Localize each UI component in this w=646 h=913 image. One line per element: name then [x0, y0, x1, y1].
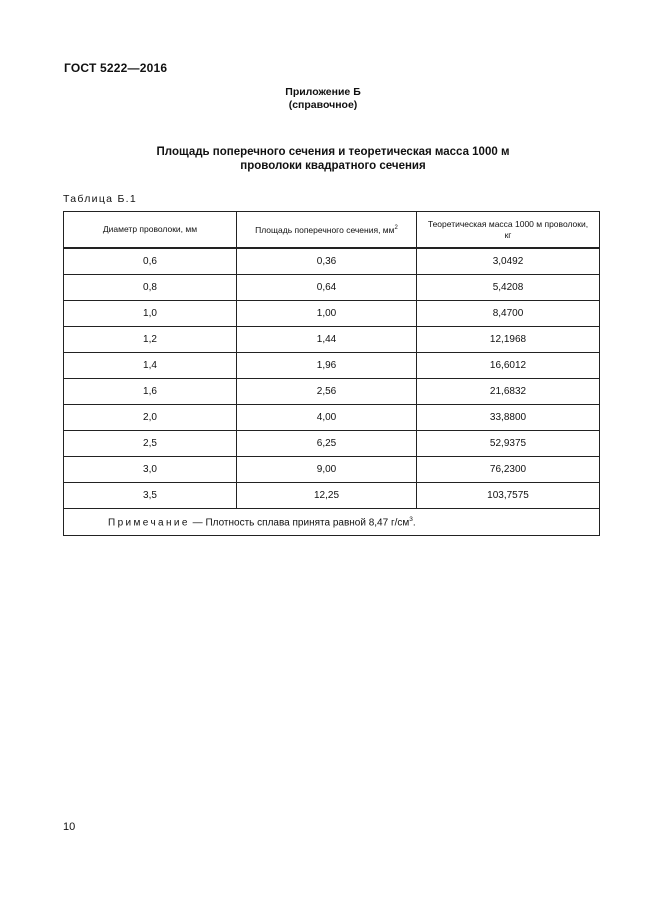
- data-table: [63, 211, 600, 536]
- table-note: [64, 509, 600, 536]
- appendix-title: Приложение Б: [285, 86, 361, 98]
- cell-area: 1,44: [237, 327, 417, 353]
- cell-diameter: 1,4: [64, 353, 237, 379]
- cell-mass: 21,6832: [417, 379, 600, 405]
- cell-diameter: 2,0: [64, 405, 237, 431]
- table-row: [64, 457, 600, 483]
- table-row: [64, 379, 600, 405]
- note-end: .: [412, 517, 416, 529]
- table-body: [64, 248, 600, 536]
- cell-diameter: 3,5: [64, 483, 237, 509]
- appendix-heading: [0, 86, 646, 112]
- cell-diameter: 1,6: [64, 379, 237, 405]
- cell-area: 9,00: [237, 457, 417, 483]
- appendix-type: (справочное): [288, 99, 358, 111]
- table-caption: Таблица Б.1: [63, 193, 138, 205]
- cell-mass: 8,4700: [417, 301, 600, 327]
- cell-diameter: 0,8: [64, 275, 237, 301]
- title-line-1: Площадь поперечного сечения и теоретическая масса 1000 м: [156, 146, 510, 158]
- cell-area: 0,36: [237, 248, 417, 275]
- cell-area: 1,00: [237, 301, 417, 327]
- cell-mass: 16,6012: [417, 353, 600, 379]
- header-area-sup: 2: [394, 225, 398, 232]
- cell-mass: 103,7575: [417, 483, 600, 509]
- note-row: [64, 509, 600, 536]
- cell-area: 2,56: [237, 379, 417, 405]
- table-row: [64, 483, 600, 509]
- table-header-row: [64, 212, 600, 249]
- cell-mass: 3,0492: [417, 248, 600, 275]
- table-row: [64, 405, 600, 431]
- cell-area: 1,96: [237, 353, 417, 379]
- note-text: — Плотность сплава принята равной 8,47 г/см: [189, 517, 410, 529]
- table-row: [64, 301, 600, 327]
- note-sup: 3: [409, 515, 413, 523]
- cell-diameter: 3,0: [64, 457, 237, 483]
- cell-mass: 52,9375: [417, 431, 600, 457]
- standard-id: ГОСТ 5222—2016: [64, 61, 168, 75]
- cell-mass: 33,8800: [417, 405, 600, 431]
- table-row: [64, 248, 600, 275]
- cell-diameter: 1,0: [64, 301, 237, 327]
- table-row: [64, 275, 600, 301]
- cell-diameter: 2,5: [64, 431, 237, 457]
- cell-area: 6,25: [237, 431, 417, 457]
- document-title: [0, 145, 646, 173]
- table-row: [64, 431, 600, 457]
- cell-area: 0,64: [237, 275, 417, 301]
- title-line-2: проволоки квадратного сечения: [240, 160, 426, 172]
- cell-mass: 5,4208: [417, 275, 600, 301]
- cell-mass: 12,1968: [417, 327, 600, 353]
- header-area: Площадь поперечного сечения, $мм^2$: [237, 212, 417, 249]
- cell-area: 4,00: [237, 405, 417, 431]
- page-number: 10: [63, 821, 76, 833]
- cell-diameter: 0,6: [64, 248, 237, 275]
- cell-mass: 76,2300: [417, 457, 600, 483]
- cell-area: 12,25: [237, 483, 417, 509]
- header-mass: Теоретическая масса 1000 м проволоки, кг: [417, 212, 600, 249]
- header-diameter: Диаметр проволоки, мм: [64, 212, 237, 249]
- cell-diameter: 1,2: [64, 327, 237, 353]
- table-row: [64, 353, 600, 379]
- table-row: [64, 327, 600, 353]
- note-label: Примечание: [108, 517, 190, 529]
